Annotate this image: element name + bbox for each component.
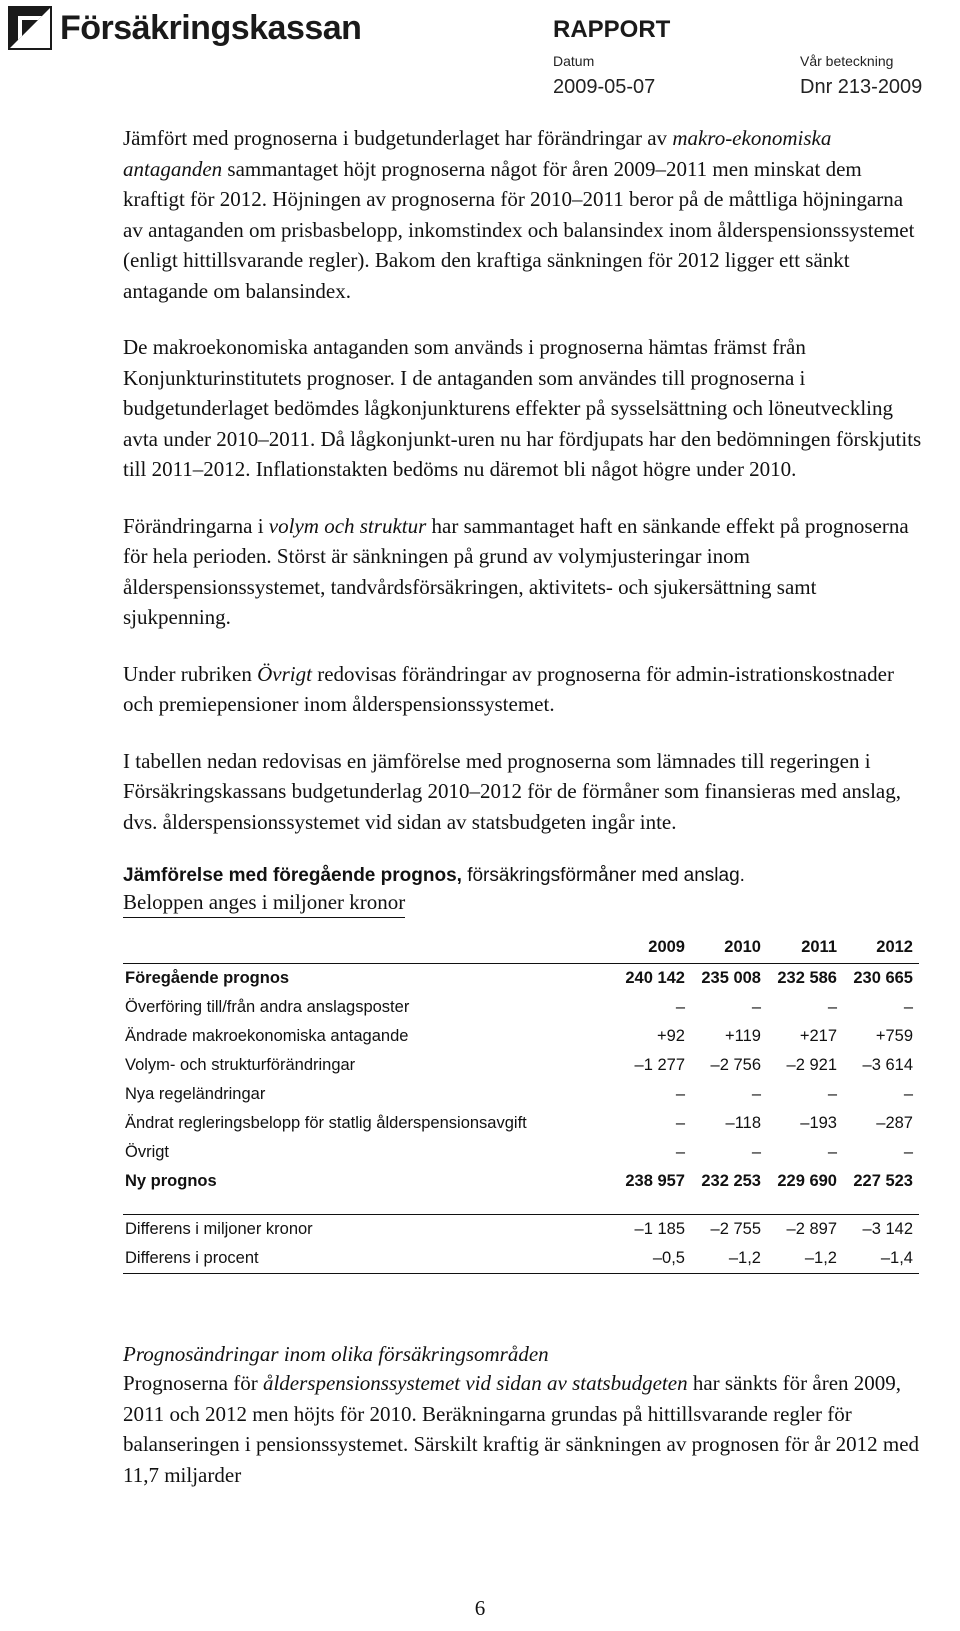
paragraph-3-text-c: har sammantaget haft en sänkande effekt på prognoserna för hela perioden. Störst är sänkningen på grund av volymjusteringar inom ålderspensionssystemet, tandvårdsförsäkringen, aktivitets- och sjukersättning samt sjukpenning. bbox=[123, 513, 909, 629]
table-row-total bbox=[123, 1167, 919, 1196]
cell-value: 232 253 bbox=[701, 1172, 761, 1190]
cell-value: 240 142 bbox=[625, 969, 685, 987]
cell-value: –1 185 bbox=[615, 1215, 691, 1245]
year-header: 2011 bbox=[767, 934, 843, 964]
cell-value: 238 957 bbox=[625, 1172, 685, 1190]
table-row bbox=[123, 993, 919, 1022]
cell-value: –3 614 bbox=[862, 1056, 913, 1074]
cell-value: –0,5 bbox=[615, 1244, 691, 1274]
row-label: Överföring till/från andra anslagsposter bbox=[125, 998, 410, 1016]
paragraph-4-text-c: redovisas förändringar av prognoserna för admin-istrationskostnader och premiepensioner inom ålderspensionssystemet. bbox=[123, 661, 894, 716]
brand-name: Försäkringskassan bbox=[60, 8, 362, 47]
cell-value: +759 bbox=[875, 1027, 913, 1045]
paragraph-2: De makroekonomiska antaganden som används i prognoserna hämtas främst från Konjunkturinstitutets prognoser. I de antaganden som användes till prognoserna i budgetunderlaget bedömdes lågkonjunkturens effekter på sysselsättning och löneutveckling avta under 2010–2011. Då lågkonjunkt-uren nu har fördjupats har den bedömningen förskjutits till 2011–2012. Inflationstakten bedöms nu däremot bli något högre under 2010. bbox=[123, 335, 922, 481]
paragraph-4 bbox=[123, 659, 923, 720]
row-label: Differens i procent bbox=[123, 1244, 615, 1274]
cell-value: – bbox=[751, 1143, 761, 1161]
row-label: Ändrade makroekonomiska antagande bbox=[125, 1027, 409, 1045]
cell-value: – bbox=[827, 1143, 837, 1161]
cell-value: 232 586 bbox=[777, 969, 837, 987]
cell-value: 229 690 bbox=[777, 1172, 837, 1190]
date-label: Datum bbox=[553, 53, 595, 69]
paragraph-3-text-a: Förändringarna i bbox=[123, 513, 269, 538]
cell-value: –1,2 bbox=[691, 1244, 767, 1274]
section-paragraph-text-a: Prognoserna för bbox=[123, 1371, 263, 1395]
row-label: Ny prognos bbox=[125, 1172, 217, 1190]
cell-value: – bbox=[903, 1085, 913, 1103]
year-header: 2012 bbox=[843, 934, 919, 964]
table-row bbox=[123, 1138, 919, 1167]
paragraph-5: I tabellen nedan redovisas en jämförelse med prognoserna som lämnades till regeringen i Försäkringskassans budgetunderlag 2010–2012 för de förmåner som finansieras med anslag, dvs. ålderspensionssystemet vid sidan av statsbudgeten ingår inte. bbox=[123, 748, 901, 834]
cell-value: 235 008 bbox=[701, 969, 761, 987]
brand-logo bbox=[8, 6, 361, 50]
cell-value: 227 523 bbox=[853, 1172, 913, 1190]
cell-value: –2 756 bbox=[710, 1056, 761, 1074]
row-label: Övrigt bbox=[125, 1143, 170, 1161]
section-heading: Prognosändringar inom olika försäkringsområden bbox=[123, 1342, 549, 1366]
table-row bbox=[123, 1080, 919, 1109]
row-label: Differens i miljoner kronor bbox=[123, 1215, 615, 1245]
cell-value: +119 bbox=[725, 1027, 761, 1045]
cell-value: – bbox=[675, 1143, 685, 1161]
paragraph-1-emphasis: makro-ekonomiska antaganden bbox=[123, 126, 832, 181]
table-header-blank bbox=[123, 934, 615, 964]
paragraph-4-emphasis: Övrigt bbox=[257, 661, 312, 686]
cell-value: –1,4 bbox=[843, 1244, 919, 1274]
section-paragraph-emphasis: ålderspensionssystemet vid sidan av statsbudgeten bbox=[262, 1371, 688, 1395]
row-label: Ändrat regleringsbelopp för statlig ålderspensionsavgift bbox=[125, 1114, 527, 1132]
year-header: 2010 bbox=[691, 934, 767, 964]
reference-label: Vår beteckning bbox=[800, 53, 894, 69]
cell-value: –287 bbox=[876, 1114, 913, 1132]
cell-value: +217 bbox=[799, 1027, 837, 1045]
cell-value: –1 277 bbox=[634, 1056, 685, 1074]
cell-value: –2 897 bbox=[767, 1215, 843, 1245]
cell-value: – bbox=[903, 998, 913, 1016]
reference-value: Dnr 213-2009 bbox=[800, 76, 923, 98]
cell-value: – bbox=[903, 1143, 913, 1161]
year-header: 2009 bbox=[615, 934, 691, 964]
document-type: RAPPORT bbox=[553, 16, 671, 43]
table-row bbox=[123, 1215, 919, 1245]
table-subtitle: Beloppen anges i miljoner kronor bbox=[123, 889, 405, 918]
table-title-rest: försäkringsförmåner med anslag. bbox=[461, 865, 745, 886]
cell-value: – bbox=[751, 998, 761, 1016]
paragraph-3-emphasis: volym och struktur bbox=[268, 513, 427, 538]
brand-logo-icon bbox=[8, 6, 52, 50]
paragraph-3 bbox=[123, 511, 923, 633]
cell-value: –3 142 bbox=[843, 1215, 919, 1245]
table-row bbox=[123, 1051, 919, 1080]
cell-value: – bbox=[675, 998, 685, 1016]
date-value: 2009-05-07 bbox=[553, 76, 656, 98]
section-paragraph bbox=[123, 1368, 923, 1490]
table-row bbox=[123, 1109, 919, 1138]
table-row bbox=[123, 964, 919, 994]
cell-value: – bbox=[827, 1085, 837, 1103]
page-number: 6 bbox=[474, 1596, 486, 1620]
table-row bbox=[123, 1022, 919, 1051]
table-row bbox=[123, 1244, 919, 1274]
row-label: Föregående prognos bbox=[125, 969, 290, 987]
cell-value: –2 921 bbox=[786, 1056, 837, 1074]
table-title bbox=[123, 863, 923, 889]
cell-value: –1,2 bbox=[767, 1244, 843, 1274]
paragraph-1-text-a: Jämfört med prognoserna i budgetunderlaget har förändringar av bbox=[123, 126, 673, 150]
row-label: Nya regeländringar bbox=[125, 1085, 266, 1103]
cell-value: – bbox=[751, 1085, 761, 1103]
cell-value: 230 665 bbox=[853, 969, 913, 987]
cell-value: – bbox=[827, 998, 837, 1016]
table-title-bold: Jämförelse med föregående prognos, bbox=[123, 865, 462, 886]
table-spacer bbox=[123, 1196, 919, 1215]
paragraph-4-text-a: Under rubriken bbox=[123, 661, 258, 686]
cell-value: – bbox=[675, 1085, 685, 1103]
cell-value: +92 bbox=[657, 1027, 685, 1045]
cell-value: – bbox=[675, 1114, 685, 1132]
cell-value: –118 bbox=[725, 1114, 761, 1132]
comparison-table bbox=[123, 934, 919, 1274]
document-body bbox=[123, 123, 923, 1516]
paragraph-1 bbox=[123, 123, 923, 306]
table-header-row bbox=[123, 934, 919, 964]
cell-value: –2 755 bbox=[691, 1215, 767, 1245]
cell-value: –193 bbox=[800, 1114, 837, 1132]
section-paragraph-text-c: har sänkts för åren 2009, 2011 och 2012 men höjts för 2010. Beräkningarna grundas på hittillsvarande regler för balanseringen i pensionssystemet. Särskilt kraftig är sänkningen av prognosen för år 2012 med 11,7 miljarder bbox=[123, 1371, 920, 1487]
row-label: Volym- och strukturförändringar bbox=[125, 1056, 356, 1074]
paragraph-1-text-c: sammantaget höjt prognoserna något för åren 2009–2011 men minskat dem kraftigt för 2012. Höjningen av prognoserna för 2010–2011 beror på de måttliga höjningarna av antaganden om prisbasbelopp, inkomstindex och balansindex inom ålderspensionssystemet (enligt hittillsvarande regler). Bakom den kraftiga sänkningen för 2012 ligger ett sänkt antagande om balansindex. bbox=[123, 156, 915, 303]
